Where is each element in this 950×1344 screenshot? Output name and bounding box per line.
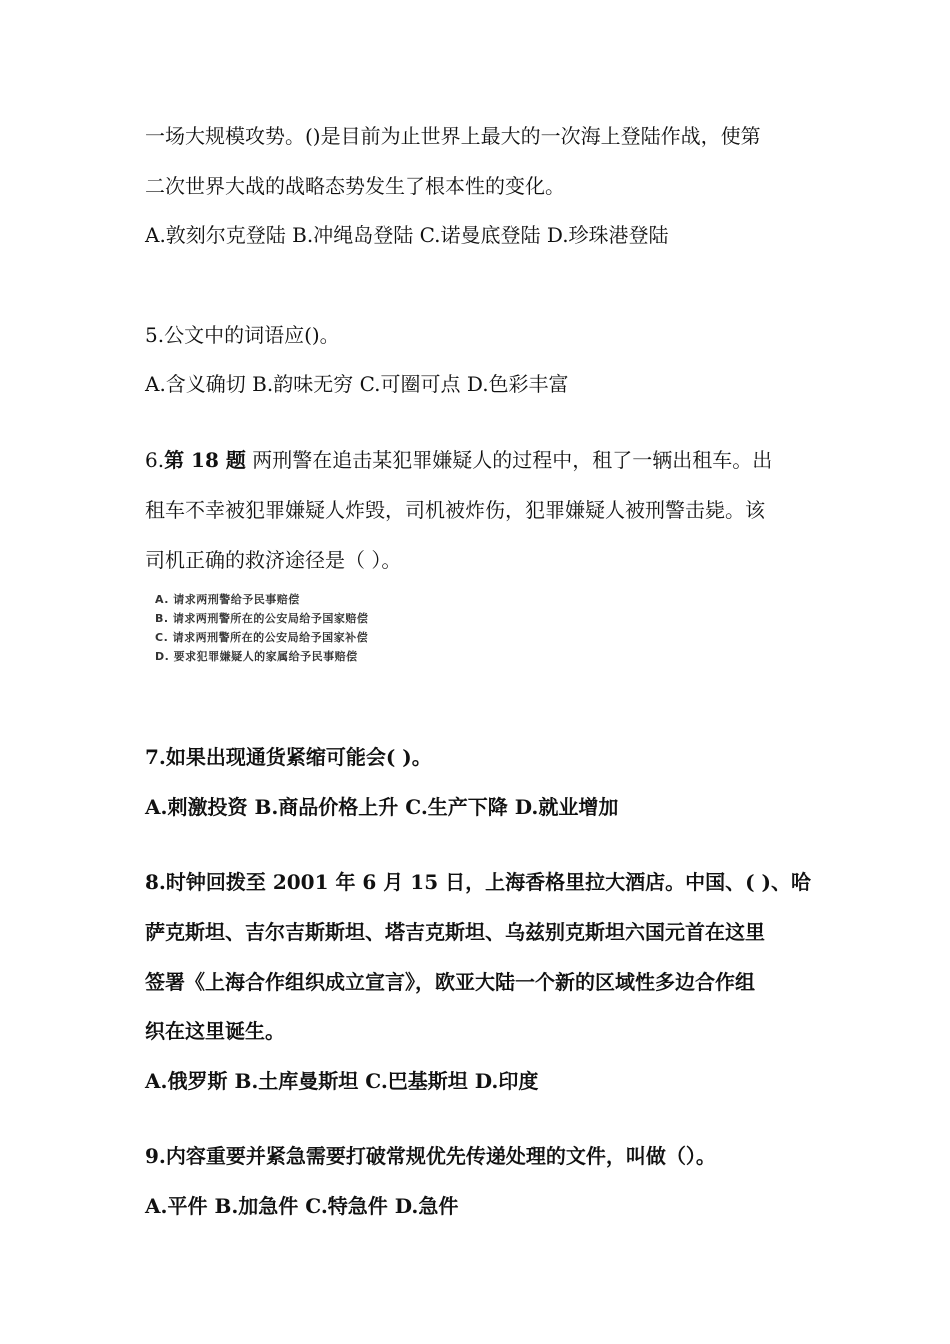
q6-option-d: D. 要求犯罪嫌疑人的家属给予民事赔偿 — [155, 650, 358, 663]
q8-stem-line-4: 织在这里诞生。 — [145, 1019, 285, 1043]
q6-options-image — [155, 590, 368, 666]
q6-option-c: C. 请求两刑警所在的公安局给予国家补偿 — [155, 631, 369, 644]
q9-options: A.平件 B.加急件 C.特急件 D.急件 — [145, 1194, 459, 1218]
q6-option-a: A. 请求两刑警给予民事赔偿 — [155, 593, 300, 606]
q7-options: A.刺激投资 B.商品价格上升 C.生产下降 D.就业增加 — [145, 795, 619, 819]
q6-number: 6. — [145, 448, 165, 472]
q9-stem: 9.内容重要并紧急需要打破常规优先传递处理的文件，叫做（）。 — [145, 1144, 716, 1168]
q7-stem: 7.如果出现通货紧缩可能会( )。 — [145, 745, 432, 769]
q6-stem-line-3: 司机正确的救济途径是（ ）。 — [145, 548, 402, 572]
q6-tag: 第 18 题 — [164, 448, 246, 472]
q5-options: A.含义确切 B.韵味无穷 C.可圈可点 D.色彩丰富 — [145, 372, 569, 396]
q5-stem: 5.公文中的词语应()。 — [145, 323, 340, 347]
q8-stem-line-2: 萨克斯坦、吉尔吉斯斯坦、塔吉克斯坦、乌兹别克斯坦六国元首在这里 — [145, 920, 765, 944]
q8-stem-line-1: 8.时钟回拨至 2001 年 6 月 15 日，上海香格里拉大酒店。中国、( )、哈 — [145, 870, 811, 894]
q4-options: A.敦刻尔克登陆 B.冲绳岛登陆 C.诺曼底登陆 D.珍珠港登陆 — [145, 223, 669, 247]
q4-stem-line-2: 二次世界大战的战略态势发生了根本性的变化。 — [145, 174, 565, 198]
q6-option-b: B. 请求两刑警所在的公安局给予国家赔偿 — [155, 612, 369, 625]
q6-stem-line-2: 租车不幸被犯罪嫌疑人炸毁，司机被炸伤，犯罪嫌疑人被刑警击毙。该 — [145, 498, 765, 522]
q6-stem-line-1 — [145, 446, 772, 474]
q4-stem-line-1: 一场大规模攻势。()是目前为止世界上最大的一次海上登陆作战，使第 — [145, 124, 761, 148]
q8-stem-line-3: 签署《上海合作组织成立宣言》，欧亚大陆一个新的区域性多边合作组 — [145, 970, 755, 994]
q6-line-1-text: 两刑警在追击某犯罪嫌疑人的过程中，租了一辆出租车。出 — [245, 448, 773, 472]
q8-options: A.俄罗斯 B.土库曼斯坦 C.巴基斯坦 D.印度 — [145, 1069, 539, 1093]
